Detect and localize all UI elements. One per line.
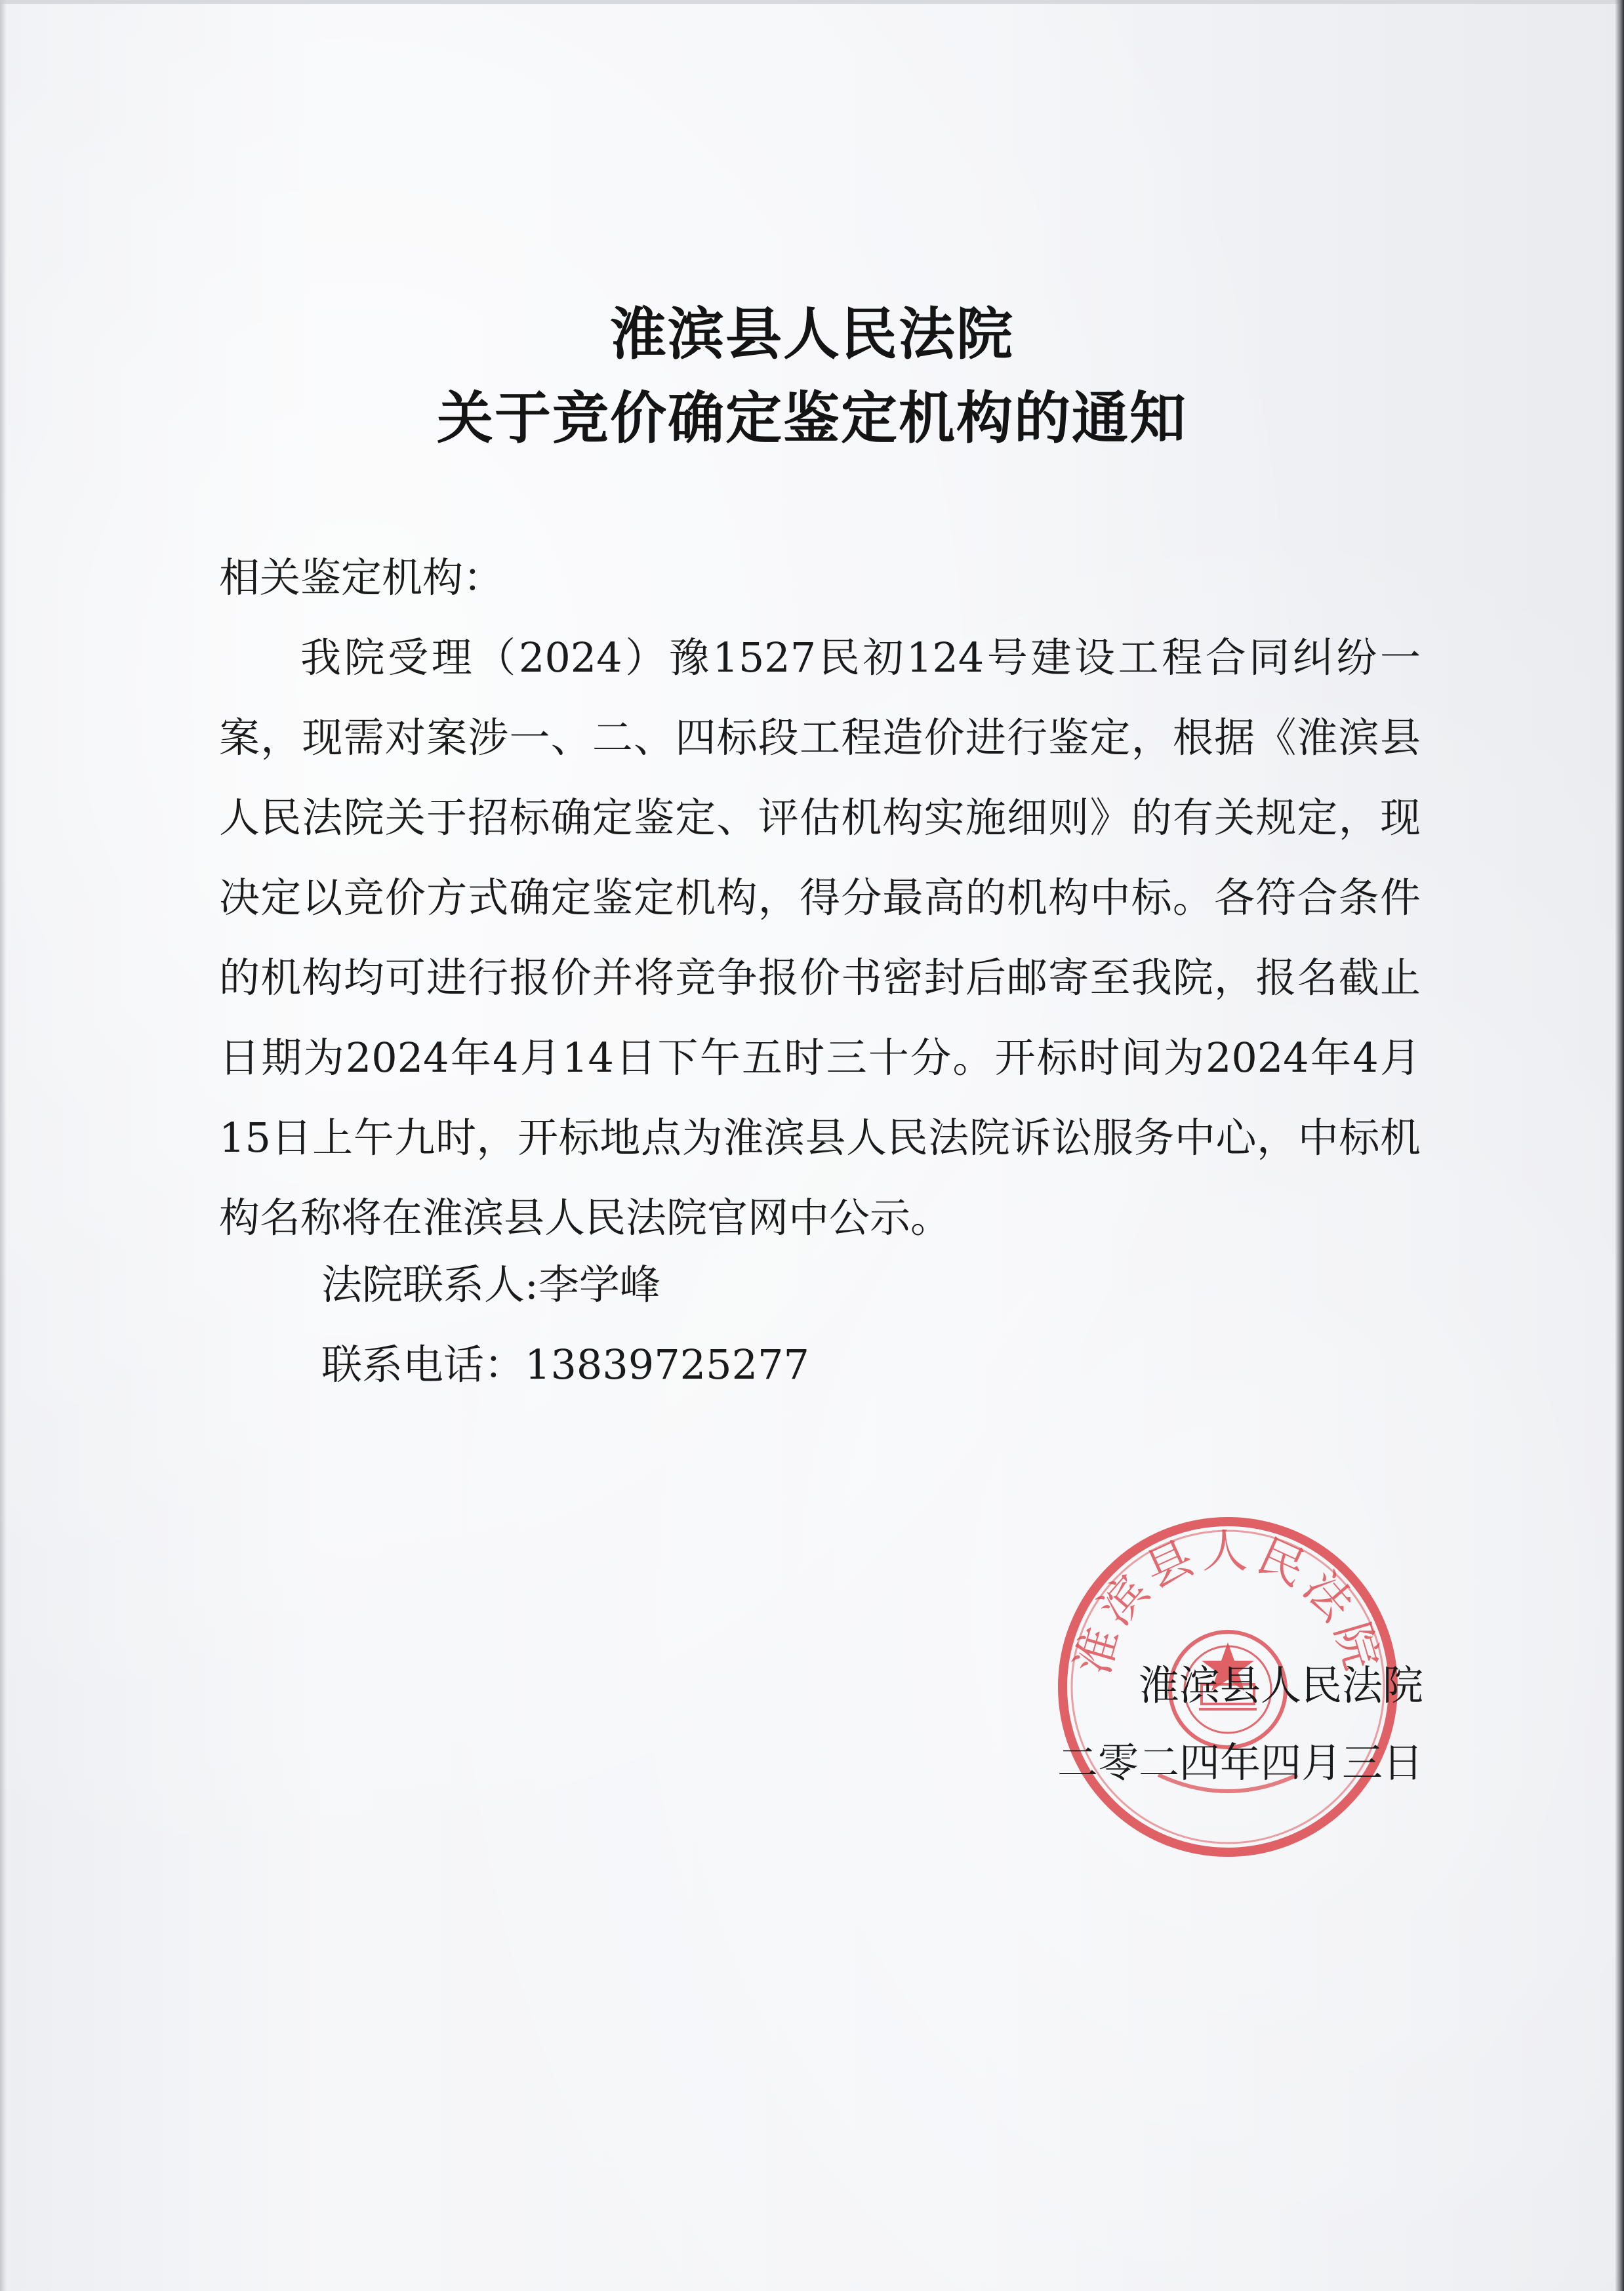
- document-title-line1: 淮滨县人民法院: [610, 302, 1014, 367]
- seal-text: 淮滨县人民法院: [1065, 1524, 1391, 1681]
- contact-person: 法院联系人:李学峰: [321, 1261, 660, 1308]
- contact-phone: 联系电话：13839725277: [321, 1341, 809, 1389]
- document-title-line2: 关于竞价确定鉴定机构的通知: [437, 386, 1187, 451]
- signature-date: 二零二四年四月三日: [1057, 1739, 1423, 1787]
- signature-organization: 淮滨县人民法院: [1138, 1661, 1423, 1709]
- body-paragraph: 我院受理（2024）豫1527民初124号建设工程合同纠纷一案，现需对案涉一、二、四标段工程造价进行鉴定，根据《淮滨县人民法院关于招标确定鉴定、评估机构实施细则》的有关规定，现决定以竞价方式确定鉴定机构，得分最高的机构中标。各符合条件的机构均可进行报价并将竞争报价书密封后邮寄至我院，报名截止日期为2024年4月14日下午五时三十分。开标时间为2024年4月15日上午九时，开标地点为淮滨县人民法院诉讼服务中心，中标机构名称将在淮滨县人民法院官网中公示。: [219, 634, 1421, 1242]
- salutation: 相关鉴定机构：: [219, 554, 504, 601]
- scan-edge-top: [0, 0, 1624, 4]
